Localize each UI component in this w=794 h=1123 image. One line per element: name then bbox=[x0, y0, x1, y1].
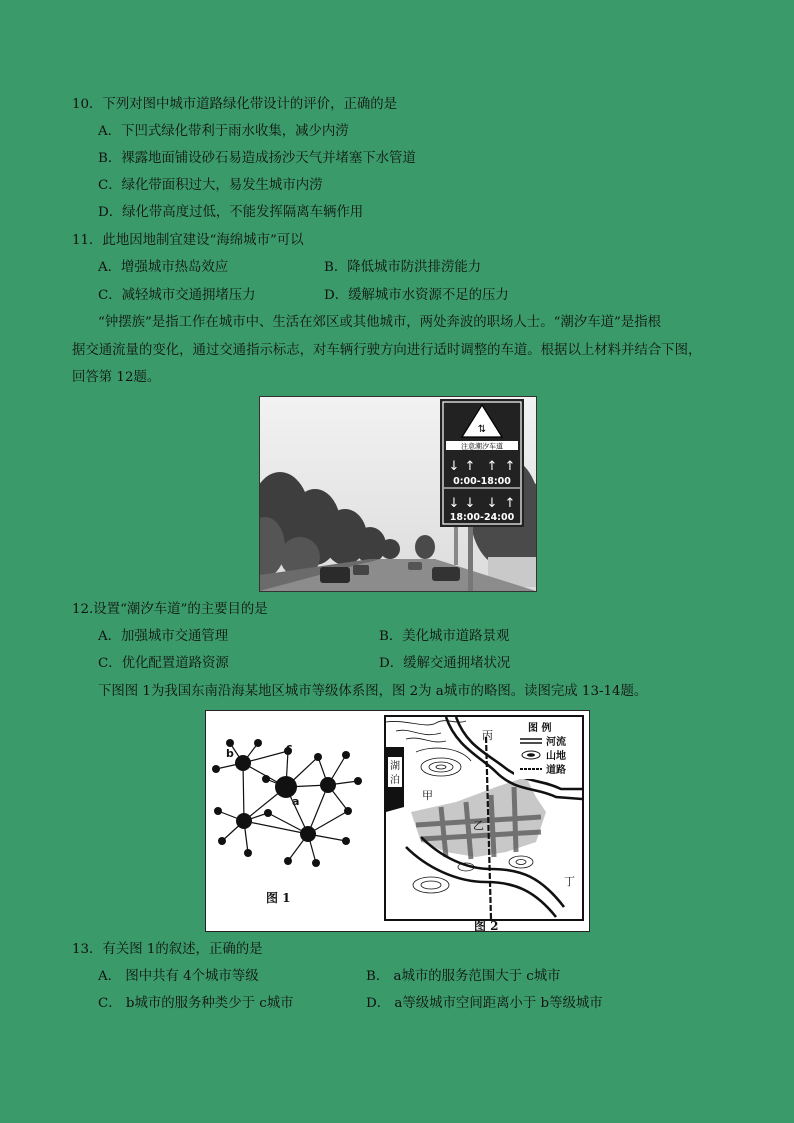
lake-label-2: 泊 bbox=[390, 775, 400, 786]
intro-13-14: 下图图 1为我国东南沿海某地区城市等级体系图，图 2为 a城市的略图。读图完成 13-14题。 bbox=[98, 684, 648, 699]
q13-option-c[interactable]: C． b城市的服务种类少于 c城市 bbox=[98, 996, 294, 1011]
q10-stem: 10．下列对图中城市道路绿化带设计的评价，正确的是 bbox=[72, 97, 398, 112]
material-line-1: “钟摆族”是指工作在城市中、生活在郊区或其他城市，两处奔波的职场人士。“潮汐车道”是指根 bbox=[98, 315, 662, 330]
fig2-label-jia: 甲 bbox=[422, 789, 433, 802]
q10-option-c[interactable]: C．绿化带面积过大，易发生城市内涝 bbox=[98, 178, 323, 193]
svg-text:↑: ↑ bbox=[464, 459, 476, 474]
lake-label-1: 湖 bbox=[390, 761, 400, 772]
q13-option-a[interactable]: A． 图中共有 4个城市等级 bbox=[98, 969, 259, 984]
svg-text:↓: ↓ bbox=[448, 459, 460, 474]
q11-option-d[interactable]: D．缓解城市水资源不足的压力 bbox=[324, 288, 509, 303]
fig1-label-c: c bbox=[286, 741, 293, 754]
fig1-label-b: b bbox=[226, 747, 234, 760]
q11-option-b[interactable]: B．降低城市防洪排涝能力 bbox=[324, 260, 482, 275]
fig1-network bbox=[208, 731, 378, 881]
svg-text:↑: ↑ bbox=[486, 459, 498, 474]
legend-mountain-label: 山地 bbox=[546, 751, 566, 762]
q13-stem: 13．有关图 1的叙述，正确的是 bbox=[72, 942, 263, 957]
q12-option-a[interactable]: A．加强城市交通管理 bbox=[98, 629, 229, 644]
q12-option-c[interactable]: C．优化配置道路资源 bbox=[98, 656, 229, 671]
material-line-3: 回答第 12题。 bbox=[72, 370, 161, 385]
fig2-label-yi: 乙 bbox=[473, 819, 484, 832]
sign-time-1: 0:00-18:00 bbox=[453, 476, 511, 487]
svg-text:⇅: ⇅ bbox=[477, 424, 487, 435]
q12-option-b[interactable]: B．美化城市道路景观 bbox=[379, 629, 510, 644]
q13-option-d[interactable]: D． a等级城市空间距离小于 b等级城市 bbox=[366, 996, 603, 1011]
svg-text:↑: ↑ bbox=[504, 496, 516, 511]
figure-box bbox=[205, 710, 590, 932]
fig2-label-bing: 丙 bbox=[482, 729, 493, 742]
q11-stem: 11．此地因地制宜建设“海绵城市”可以 bbox=[72, 233, 304, 248]
q11-option-a[interactable]: A．增强城市热岛效应 bbox=[98, 260, 229, 275]
fig1-label-a: a bbox=[292, 795, 300, 808]
sign-title: 注意潮汐车道 bbox=[461, 442, 503, 451]
q11-option-c[interactable]: C．减轻城市交通拥堵压力 bbox=[98, 288, 256, 303]
q10-option-b[interactable]: B．裸露地面铺设砂石易造成扬沙天气并堵塞下水管道 bbox=[98, 151, 416, 166]
q10-option-d[interactable]: D．绿化带高度过低，不能发挥隔离车辆作用 bbox=[98, 205, 364, 220]
legend-river-label: 河流 bbox=[546, 737, 566, 748]
legend-road-label: 道路 bbox=[546, 765, 566, 776]
svg-text:↓: ↓ bbox=[464, 496, 476, 511]
fig2-map bbox=[384, 715, 584, 921]
q13-option-b[interactable]: B． a城市的服务范围大于 c城市 bbox=[366, 969, 561, 984]
q10-option-a[interactable]: A．下凹式绿化带利于雨水收集，减少内涝 bbox=[98, 124, 349, 139]
fig2-caption: 图 2 bbox=[474, 919, 499, 933]
svg-text:↑: ↑ bbox=[504, 459, 516, 474]
fig1-caption: 图 1 bbox=[266, 891, 291, 905]
svg-text:↓: ↓ bbox=[448, 496, 460, 511]
tidal-lane-photo bbox=[259, 396, 537, 592]
svg-text:↓: ↓ bbox=[486, 496, 498, 511]
material-line-2: 据交通流量的变化，通过交通指示标志，对车辆行驶方向进行适时调整的车道。根据以上材料并结合下图， bbox=[72, 343, 702, 358]
legend-title: 图 例 bbox=[528, 723, 552, 734]
q12-option-d[interactable]: D．缓解交通拥堵状况 bbox=[379, 656, 511, 671]
fig2-label-ding: 丁 bbox=[564, 875, 575, 888]
q12-stem: 12.设置“潮汐车道”的主要目的是 bbox=[72, 602, 268, 617]
sign-time-2: 18:00-24:00 bbox=[449, 512, 515, 523]
